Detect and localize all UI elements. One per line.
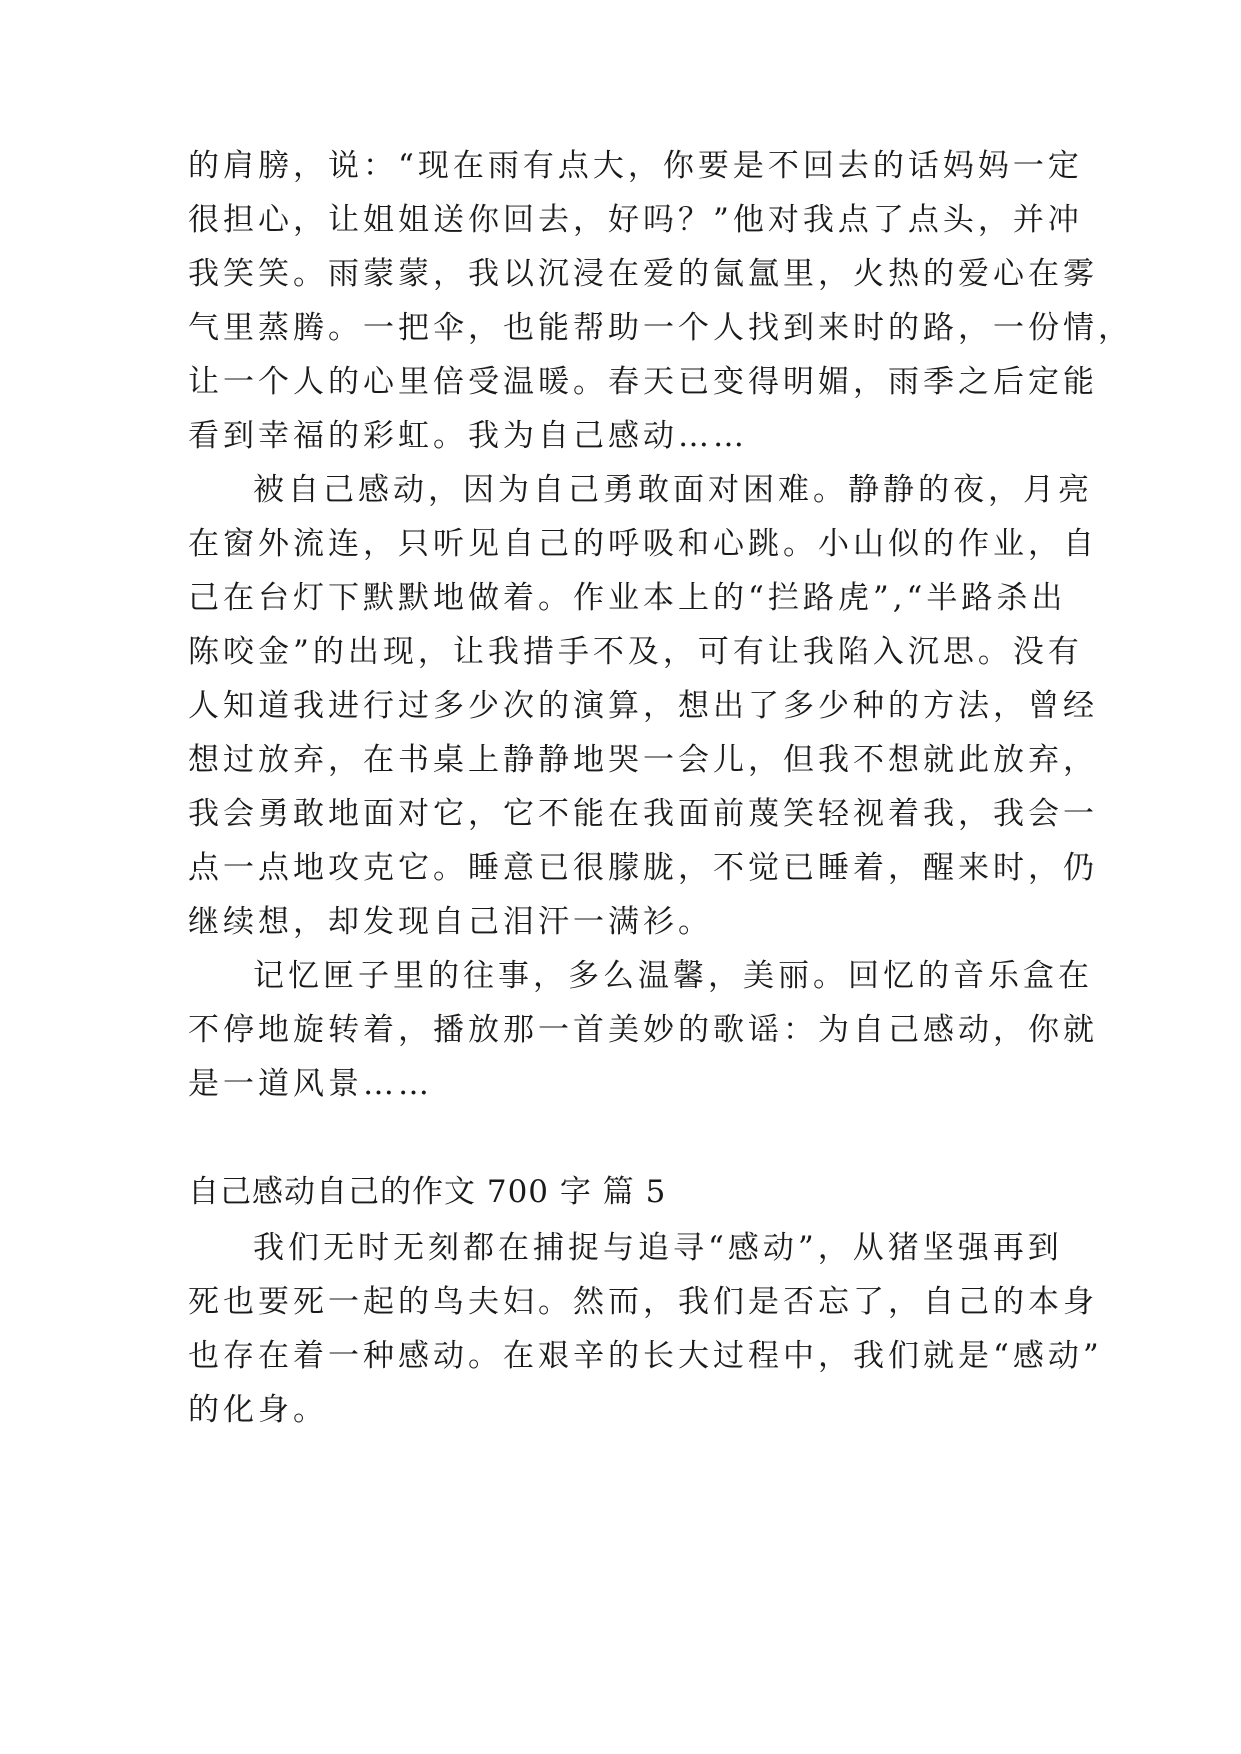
text-line: 陈咬金”的出现，让我措手不及，可有让我陷入沉思。没有: [188, 634, 1083, 670]
text-line: 看到幸福的彩虹。我为自己感动……: [188, 418, 748, 454]
text-line: 死也要死一起的鸟夫妇。然而，我们是否忘了，自己的本身: [188, 1284, 1098, 1320]
text-line: 也存在着一种感动。在艰辛的长大过程中，我们就是“感动”: [188, 1338, 1103, 1374]
text-line: 气里蒸腾。一把伞，也能帮助一个人找到来时的路，一份情，: [188, 310, 1133, 346]
section-heading: 自己感动自己的作文 700 字 篇 5: [188, 1174, 667, 1210]
text-line: 被自己感动，因为自己勇敢面对困难。静静的夜，月亮: [253, 472, 1093, 508]
text-line: 的肩膀，说：“现在雨有点大，你要是不回去的话妈妈一定: [188, 148, 1083, 184]
text-line: 很担心，让姐姐送你回去，好吗？”他对我点了点头，并冲: [188, 202, 1083, 238]
text-line: 想过放弃，在书桌上静静地哭一会儿，但我不想就此放弃，: [188, 742, 1098, 778]
text-line: 人知道我进行过多少次的演算，想出了多少种的方法，曾经: [188, 688, 1098, 724]
text-line: 在窗外流连，只听见自己的呼吸和心跳。小山似的作业，自: [188, 526, 1098, 562]
text-line: 的化身。: [188, 1392, 328, 1428]
text-line: 我们无时无刻都在捕捉与追寻“感动”，从猪坚强再到: [253, 1230, 1063, 1266]
text-line: 我会勇敢地面对它，它不能在我面前蔑笑轻视着我，我会一: [188, 796, 1098, 832]
text-line: 是一道风景……: [188, 1066, 433, 1102]
text-line: 记忆匣子里的往事，多么温馨，美丽。回忆的音乐盒在: [253, 958, 1093, 994]
text-line: 让一个人的心里倍受温暖。春天已变得明媚，雨季之后定能: [188, 364, 1098, 400]
text-line: 点一点地攻克它。睡意已很朦胧，不觉已睡着，醒来时，仍: [188, 850, 1098, 886]
text-line: 不停地旋转着，播放那一首美妙的歌谣：为自己感动，你就: [188, 1012, 1098, 1048]
text-line: 己在台灯下默默地做着。作业本上的“拦路虎”,“半路杀出: [188, 580, 1067, 616]
text-line: 继续想，却发现自己泪汗一满衫。: [188, 904, 713, 940]
text-line: 我笑笑。雨蒙蒙，我以沉浸在爱的氤氲里，火热的爱心在雾: [188, 256, 1098, 292]
